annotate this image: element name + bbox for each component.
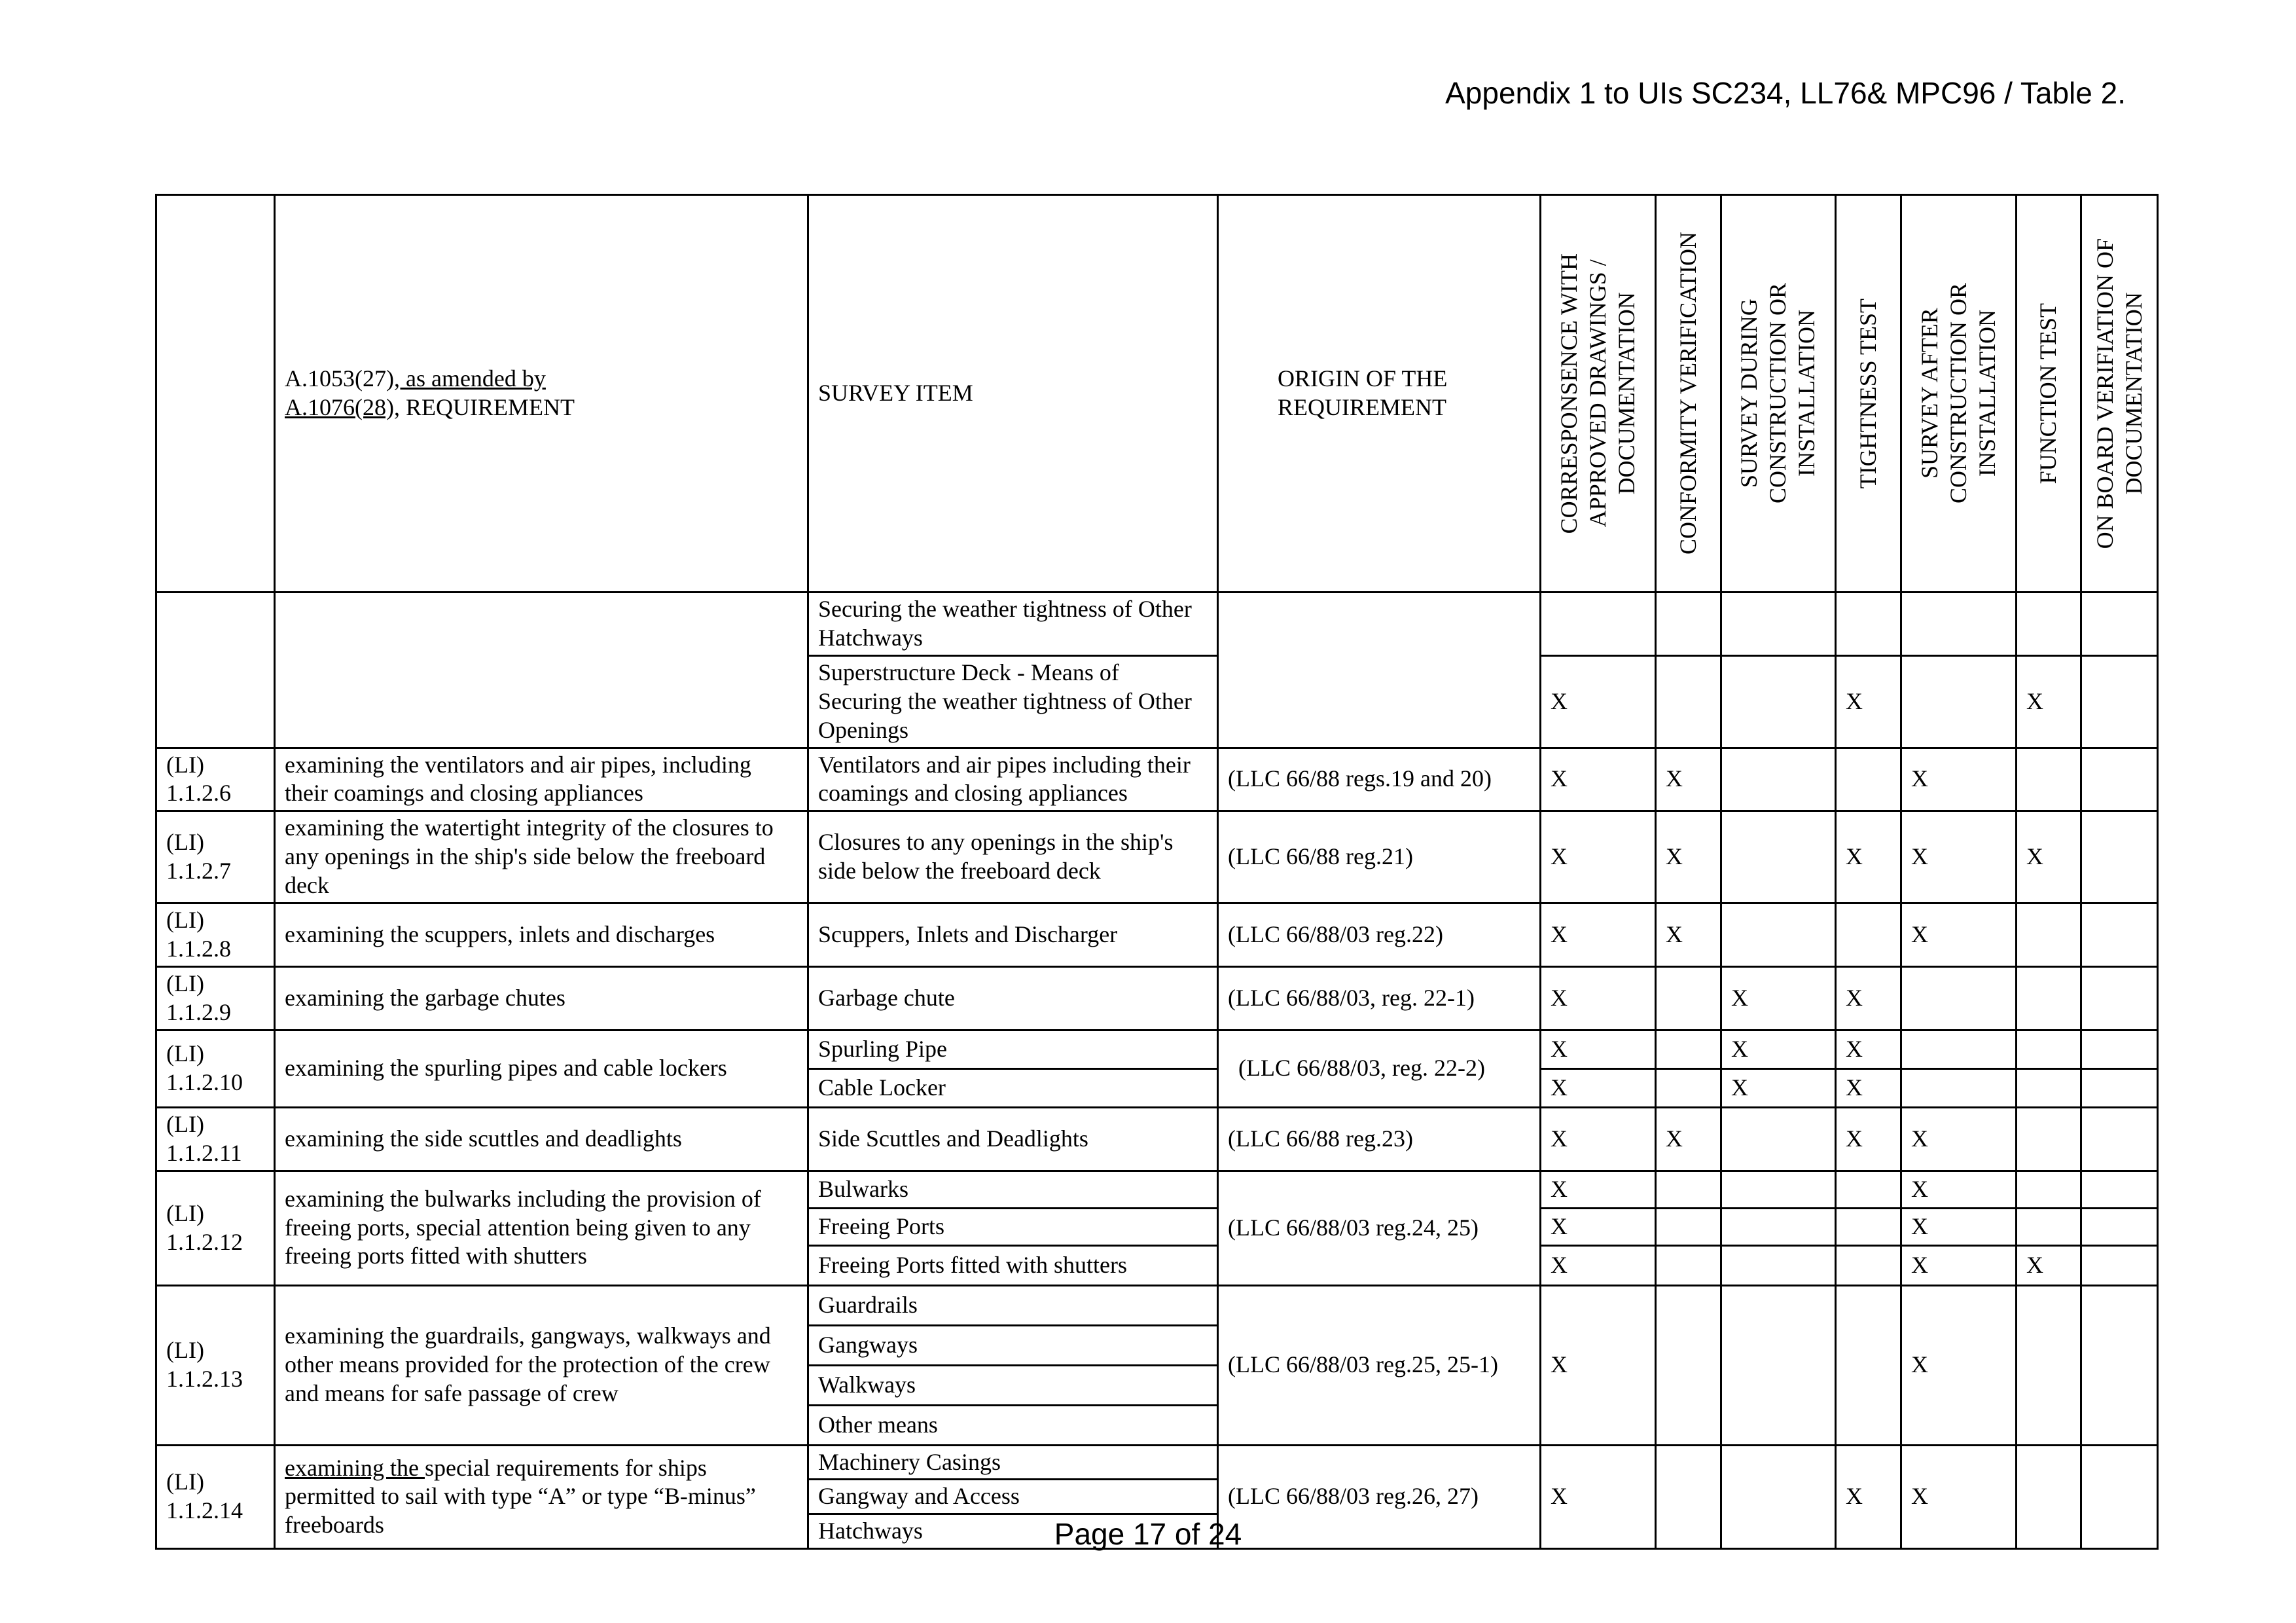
mark-cell: X — [1541, 1285, 1656, 1445]
mark-cell: X — [1836, 1030, 1901, 1068]
row-id — [156, 593, 275, 748]
mark-cell — [1901, 1068, 2017, 1107]
page-header: Appendix 1 to UIs SC234, LL76& MPC96 / Table 2. — [1445, 76, 2126, 110]
mark-cell — [2081, 903, 2158, 967]
mark-cell: X — [2017, 1245, 2081, 1285]
mark-cell — [1901, 655, 2017, 748]
row-origin — [1218, 593, 1541, 748]
table-row — [156, 1285, 2158, 1325]
survey-item: Freeing Ports — [808, 1208, 1218, 1245]
header-conformity: CONFORMITY VERIFICATION — [1656, 195, 1721, 593]
row-requirement: examining the watertight integrity of the closures to any openings in the ship's side below the freeboard deck — [275, 811, 808, 903]
mark-cell: X — [1541, 748, 1656, 811]
mark-cell: X — [1836, 966, 1901, 1030]
mark-cell: X — [1656, 903, 1721, 967]
mark-cell — [2017, 1030, 2081, 1068]
mark-cell: X — [1656, 1107, 1721, 1171]
survey-item: Other means — [808, 1405, 1218, 1445]
mark-cell — [1836, 1208, 1901, 1245]
mark-cell: X — [1541, 1107, 1656, 1171]
survey-item: Hatchways — [808, 1514, 1218, 1549]
row-id: (LI) 1.1.2.12 — [156, 1171, 275, 1285]
survey-item: Side Scuttles and Deadlights — [808, 1107, 1218, 1171]
mark-cell — [1721, 811, 1836, 903]
mark-cell: X — [1901, 903, 2017, 967]
survey-item: Walkways — [808, 1365, 1218, 1405]
header-requirement — [275, 195, 808, 593]
mark-cell: X — [1656, 811, 1721, 903]
table-row — [156, 966, 2158, 1030]
header-requirement-c: A.1076(28), — [285, 394, 400, 420]
mark-cell: X — [1541, 811, 1656, 903]
mark-cell — [1656, 593, 1721, 656]
mark-cell — [2081, 966, 2158, 1030]
row-id: (LI) 1.1.2.14 — [156, 1445, 275, 1549]
survey-table — [155, 194, 2159, 1550]
row-requirement: examining the side scuttles and deadlights — [275, 1107, 808, 1171]
mark-cell: X — [1541, 1208, 1656, 1245]
mark-cell — [1721, 593, 1836, 656]
mark-cell: X — [1836, 811, 1901, 903]
mark-cell: X — [1721, 1068, 1836, 1107]
row-origin: (LLC 66/88 reg.21) — [1218, 811, 1541, 903]
header-survey-after: SURVEY AFTER CONSTRUCTION OR INSTALLATION — [1901, 195, 2017, 593]
mark-cell — [2017, 1208, 2081, 1245]
mark-cell — [1901, 966, 2017, 1030]
mark-cell: X — [1541, 1030, 1656, 1068]
mark-cell — [1721, 655, 1836, 748]
mark-cell — [1836, 748, 1901, 811]
mark-cell — [1901, 593, 2017, 656]
table-row — [156, 1171, 2158, 1208]
header-survey-item: SURVEY ITEM — [808, 195, 1218, 593]
header-tightness: TIGHTNESS TEST — [1836, 195, 1901, 593]
table-row — [156, 1445, 2158, 1480]
mark-cell — [1721, 1245, 1836, 1285]
mark-cell — [2017, 903, 2081, 967]
mark-cell — [1836, 1285, 1901, 1445]
mark-cell — [2081, 655, 2158, 748]
header-correspondence: CORRESPONSENCE WITH APPROVED DRAWINGS / DOCUMENTATION — [1541, 195, 1656, 593]
mark-cell — [1721, 748, 1836, 811]
mark-cell — [2081, 593, 2158, 656]
mark-cell: X — [2017, 655, 2081, 748]
mark-cell: X — [1836, 1107, 1901, 1171]
mark-cell — [1721, 1171, 1836, 1208]
header-onboard-verification: ON BOARD VERIFIATION OF DOCUMENTATION — [2081, 195, 2158, 593]
mark-cell: X — [1836, 655, 1901, 748]
header-requirement-a: A.1053(27) — [285, 365, 394, 392]
row-id: (LI) 1.1.2.6 — [156, 748, 275, 811]
header-id — [156, 195, 275, 593]
mark-cell — [2081, 1208, 2158, 1245]
mark-cell — [1721, 903, 1836, 967]
row-origin: (LLC 66/88/03 reg.25, 25-1) — [1218, 1285, 1541, 1445]
mark-cell — [1656, 1068, 1721, 1107]
mark-cell: X — [1721, 1030, 1836, 1068]
survey-item: Bulwarks — [808, 1171, 1218, 1208]
row-origin: (LLC 66/88 reg.23) — [1218, 1107, 1541, 1171]
mark-cell: X — [1541, 1171, 1656, 1208]
mark-cell — [2081, 748, 2158, 811]
row-requirement — [275, 593, 808, 748]
survey-item: Closures to any openings in the ship's side below the freeboard deck — [808, 811, 1218, 903]
row-requirement: examining the guardrails, gangways, walkways and other means provided for the protection of the crew and means for safe passage of crew — [275, 1285, 808, 1445]
mark-cell — [2017, 1107, 2081, 1171]
mark-cell — [2081, 1285, 2158, 1445]
survey-item: Gangways — [808, 1325, 1218, 1365]
table-row — [156, 1030, 2158, 1068]
mark-cell: X — [1541, 1245, 1656, 1285]
header-survey-during: SURVEY DURING CONSTRUCTION OR INSTALLATION — [1721, 195, 1836, 593]
row-requirement: examining the ventilators and air pipes, including their coamings and closing appliances — [275, 748, 808, 811]
row-requirement: examining the garbage chutes — [275, 966, 808, 1030]
mark-cell: X — [1901, 1208, 2017, 1245]
mark-cell — [1721, 1107, 1836, 1171]
survey-item: Gangway and Access — [808, 1480, 1218, 1514]
mark-cell — [2017, 1171, 2081, 1208]
row-id: (LI) 1.1.2.13 — [156, 1285, 275, 1445]
survey-item: Freeing Ports fitted with shutters — [808, 1245, 1218, 1285]
mark-cell — [1836, 903, 1901, 967]
mark-cell — [1836, 593, 1901, 656]
survey-item: Garbage chute — [808, 966, 1218, 1030]
mark-cell: X — [1901, 1245, 2017, 1285]
row-id: (LI) 1.1.2.9 — [156, 966, 275, 1030]
mark-cell — [1721, 1208, 1836, 1245]
survey-item: Scuppers, Inlets and Discharger — [808, 903, 1218, 967]
mark-cell: X — [1541, 966, 1656, 1030]
mark-cell: X — [1656, 748, 1721, 811]
row-requirement: examining the spurling pipes and cable lockers — [275, 1030, 808, 1107]
mark-cell — [1656, 1171, 1721, 1208]
mark-cell — [1721, 1285, 1836, 1445]
table-row — [156, 903, 2158, 967]
row-id: (LI) 1.1.2.11 — [156, 1107, 275, 1171]
table-row — [156, 811, 2158, 903]
mark-cell — [2017, 1285, 2081, 1445]
row-id: (LI) 1.1.2.10 — [156, 1030, 275, 1107]
mark-cell — [2017, 748, 2081, 811]
row-requirement: examining the bulwarks including the provision of freeing ports, special attention being given to any freeing ports fitted with shutters — [275, 1171, 808, 1285]
mark-cell — [2081, 1068, 2158, 1107]
mark-cell — [2081, 1107, 2158, 1171]
mark-cell: X — [1901, 1285, 2017, 1445]
table-row — [156, 593, 2158, 656]
survey-item: Spurling Pipe — [808, 1030, 1218, 1068]
mark-cell — [1836, 1245, 1901, 1285]
mark-cell — [1656, 1285, 1721, 1445]
survey-item: Securing the weather tightness of Other Hatchways — [808, 593, 1218, 656]
header-requirement-d: REQUIREMENT — [399, 394, 575, 420]
mark-cell: X — [1541, 903, 1656, 967]
row-requirement: examining the scuppers, inlets and discharges — [275, 903, 808, 967]
survey-item: Ventilators and air pipes including their coamings and closing appliances — [808, 748, 1218, 811]
survey-item: Guardrails — [808, 1285, 1218, 1325]
mark-cell: X — [1721, 966, 1836, 1030]
mark-cell — [1541, 593, 1656, 656]
mark-cell: X — [1901, 748, 2017, 811]
header-function-test: FUNCTION TEST — [2017, 195, 2081, 593]
survey-item: Superstructure Deck - Means of Securing the weather tightness of Other Openings — [808, 655, 1218, 748]
mark-cell: X — [1901, 811, 2017, 903]
mark-cell — [1656, 655, 1721, 748]
row-origin: (LLC 66/88/03 reg.22) — [1218, 903, 1541, 967]
mark-cell — [2017, 593, 2081, 656]
row-origin: (LLC 66/88/03 reg.24, 25) — [1218, 1171, 1541, 1285]
survey-item: Cable Locker — [808, 1068, 1218, 1107]
mark-cell — [2017, 966, 2081, 1030]
mark-cell — [1656, 1030, 1721, 1068]
row-origin: (LLC 66/88 regs.19 and 20) — [1218, 748, 1541, 811]
mark-cell — [2081, 1245, 2158, 1285]
mark-cell — [2017, 1068, 2081, 1107]
header-requirement-b: , as amended by — [393, 365, 546, 392]
mark-cell: X — [1901, 1107, 2017, 1171]
requirement-rest: special requirements for ships permitted to sail with type “A” or type “B-minus” freeboards — [285, 1454, 756, 1539]
header-row — [156, 195, 2158, 593]
mark-cell: X — [1901, 1171, 2017, 1208]
mark-cell — [1901, 1030, 2017, 1068]
row-origin: (LLC 66/88/03, reg. 22-2) — [1218, 1030, 1541, 1107]
mark-cell: X — [1541, 1068, 1656, 1107]
mark-cell — [2081, 1171, 2158, 1208]
page-footer: Page 17 of 24 — [1054, 1517, 1242, 1551]
mark-cell — [2081, 811, 2158, 903]
survey-item: Machinery Casings — [808, 1445, 1218, 1480]
row-origin: (LLC 66/88/03 reg.26, 27) — [1218, 1445, 1541, 1549]
mark-cell: X — [1541, 1445, 1656, 1549]
table-row — [156, 1107, 2158, 1171]
mark-cell — [1656, 1208, 1721, 1245]
mark-cell — [2081, 1030, 2158, 1068]
mark-cell: X — [1836, 1445, 1901, 1549]
table-row — [156, 748, 2158, 811]
mark-cell: X — [1836, 1068, 1901, 1107]
requirement-underlined: examining the — [285, 1454, 425, 1481]
row-id: (LI) 1.1.2.8 — [156, 903, 275, 967]
row-id: (LI) 1.1.2.7 — [156, 811, 275, 903]
header-origin: ORIGIN OF THE REQUIREMENT — [1218, 195, 1541, 593]
mark-cell: X — [1901, 1445, 2017, 1549]
row-origin: (LLC 66/88/03, reg. 22-1) — [1218, 966, 1541, 1030]
mark-cell — [1836, 1171, 1901, 1208]
mark-cell — [1656, 966, 1721, 1030]
mark-cell: X — [2017, 811, 2081, 903]
mark-cell — [1656, 1245, 1721, 1285]
mark-cell: X — [1541, 655, 1656, 748]
